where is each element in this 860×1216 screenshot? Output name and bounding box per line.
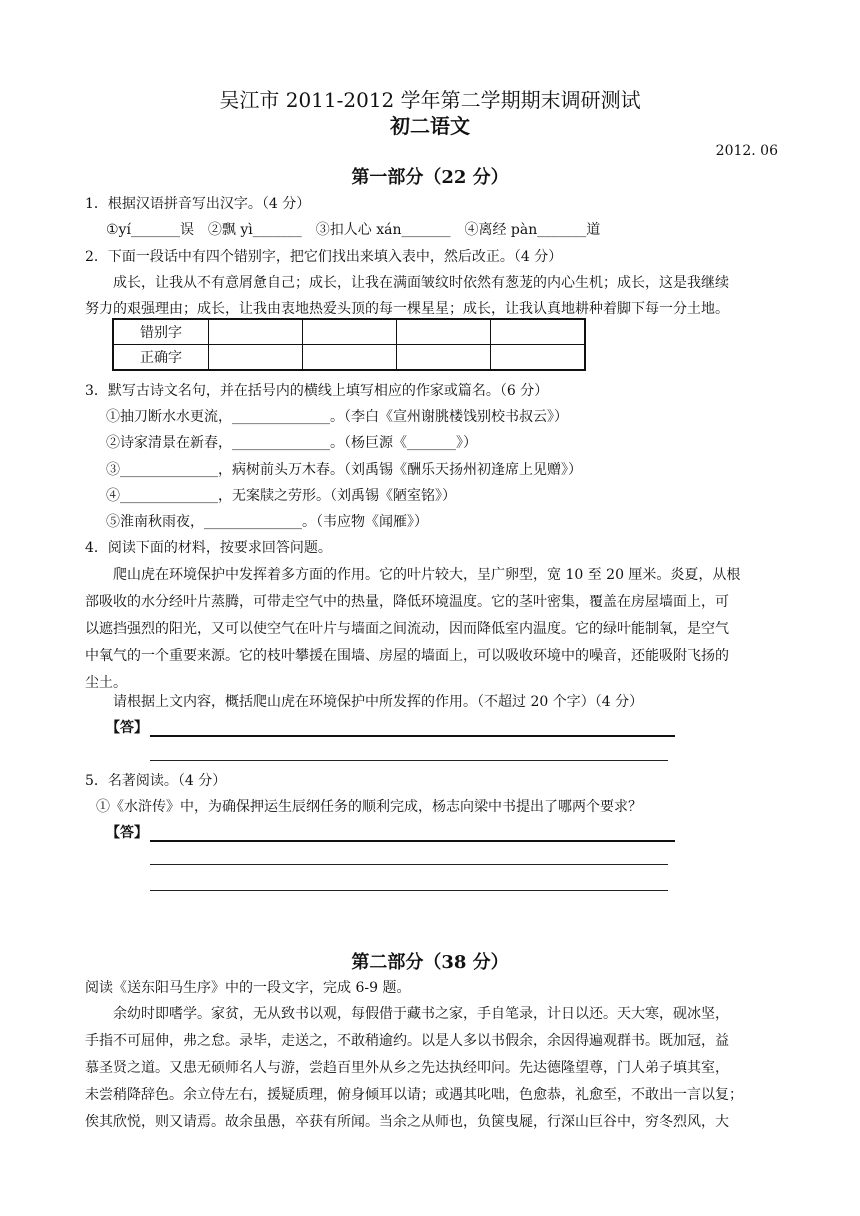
answer-line[interactable] xyxy=(150,864,668,865)
q4-passage-line: 尘土。 xyxy=(85,675,127,691)
q1-items: ①yí_______误 ②飘 yì_______ ③扣人心 xán_______ ④离经 pàn_______道 xyxy=(106,222,601,238)
exam-subtitle: 初二语文 xyxy=(390,114,470,138)
table-row xyxy=(113,319,585,345)
answer-cell[interactable] xyxy=(303,345,397,371)
part1-heading: 第一部分（22 分） xyxy=(351,167,509,188)
q2-passage-line2: 努力的艰强理由；成长，让我由衷地热爱头顶的每一棵星星；成长，让我认真地耕种着脚下每一分土地。 xyxy=(85,301,729,317)
wrong-char-label: 错别字 xyxy=(113,319,209,345)
q4-question: 请根据上文内容，概括爬山虎在环境保护中所发挥的作用。（不超过 20 个字）（4 分） xyxy=(113,694,644,710)
q4-passage-line: 以遮挡强烈的阳光，又可以使空气在叶片与墙面之间流动，因而降低室内温度。它的绿叶能制氧，是空气 xyxy=(85,621,729,637)
exam-title: 吴江市 2011-2012 学年第二学期期末调研测试 xyxy=(219,88,641,112)
q3-line: ①抽刀断水水更流，______________。（李白《宣州谢朓楼饯别校书叔云》） xyxy=(106,409,568,425)
q2-prompt: 2．下面一段话中有四个错别字，把它们找出来填入表中，然后改正。（4 分） xyxy=(85,249,563,265)
q3-prompt: 3．默写古诗文名句，并在括号内的横线上填写相应的作家或篇名。（6 分） xyxy=(85,383,549,399)
classical-text-line: 手指不可屈伸，弗之怠。录毕，走送之，不敢稍逾约。以是人多以书假余，余因得遍观群书。既加冠，益 xyxy=(85,1033,729,1049)
correction-table xyxy=(112,318,586,371)
classical-text-line: 俟其欣悦，则又请焉。故余虽愚，卒获有所闻。当余之从师也，负箧曳屣，行深山巨谷中，穷冬烈风，大 xyxy=(85,1114,729,1130)
answer-cell[interactable] xyxy=(303,319,397,345)
answer-cell[interactable] xyxy=(397,319,491,345)
part2-heading: 第二部分（38 分） xyxy=(351,952,509,973)
classical-text-line: 未尝稍降辞色。余立侍左右，援疑质理，俯身倾耳以请；或遇其叱咄，色愈恭，礼愈至，不敢出一言以复； xyxy=(85,1087,743,1103)
answer-cell[interactable] xyxy=(209,319,303,345)
q4-prompt: 4．阅读下面的材料，按要求回答问题。 xyxy=(85,540,332,556)
answer-line[interactable] xyxy=(150,735,675,737)
q2-passage-line1: 成长，让我从不有意屑惫自己；成长，让我在满面皱纹时依然有葱茏的内心生机；成长，这是我继续 xyxy=(113,275,729,291)
exam-date: 2012. 06 xyxy=(715,143,778,159)
q5-prompt: 5．名著阅读。（4 分） xyxy=(85,773,227,789)
q4-passage-line: 部吸收的水分经叶片蒸腾，可带走空气中的热量，降低环境温度。它的茎叶密集，覆盖在房屋墙面上，可 xyxy=(85,594,729,610)
classical-text-line: 慕圣贤之道。又患无硕师名人与游，尝趋百里外从乡之先达执经叩问。先达德隆望尊，门人弟子填其室， xyxy=(85,1060,729,1076)
q5-subquestion: ①《水浒传》中，为确保押运生辰纲任务的顺利完成，杨志向梁中书提出了哪两个要求？ xyxy=(96,799,642,815)
q3-line: ③______________，病树前头万木春。（刘禹锡《酬乐天扬州初逢席上见赠》） xyxy=(106,462,582,478)
q5-answer-label: 【答】 xyxy=(106,825,148,841)
classical-text-line: 余幼时即嗜学。家贫，无从致书以观，每假借于藏书之家，手自笔录，计日以还。天大寒，砚冰坚， xyxy=(113,1006,729,1022)
q4-passage-line: 中氧气的一个重要来源。它的枝叶攀援在围墙、房屋的墙面上，可以吸收环境中的噪音，还能吸附飞扬的 xyxy=(85,648,729,664)
table-row xyxy=(113,345,585,371)
answer-line[interactable] xyxy=(150,890,668,891)
correct-char-label: 正确字 xyxy=(113,345,209,371)
answer-line[interactable] xyxy=(150,760,668,761)
answer-line[interactable] xyxy=(150,840,675,842)
answer-cell[interactable] xyxy=(397,345,491,371)
answer-cell[interactable] xyxy=(491,345,586,371)
answer-cell[interactable] xyxy=(209,345,303,371)
answer-cell[interactable] xyxy=(491,319,586,345)
q3-line: ②诗家清景在新春，______________。（杨巨源《_______》） xyxy=(106,435,477,451)
q4-passage-line: 爬山虎在环境保护中发挥着多方面的作用。它的叶片较大，呈广卵型，宽 10 至 20 厘米。炎夏，从根 xyxy=(113,567,741,583)
q3-line: ⑤淮南秋雨夜，______________。（韦应物《闻雁》） xyxy=(106,514,428,530)
q3-line: ④______________，无案牍之劳形。（刘禹锡《陋室铭》） xyxy=(106,488,456,504)
q1-prompt: 1．根据汉语拼音写出汉字。（4 分） xyxy=(85,196,311,212)
part2-intro: 阅读《送东阳马生序》中的一段文字，完成 6-9 题。 xyxy=(85,980,411,996)
q4-answer-label: 【答】 xyxy=(106,720,148,736)
